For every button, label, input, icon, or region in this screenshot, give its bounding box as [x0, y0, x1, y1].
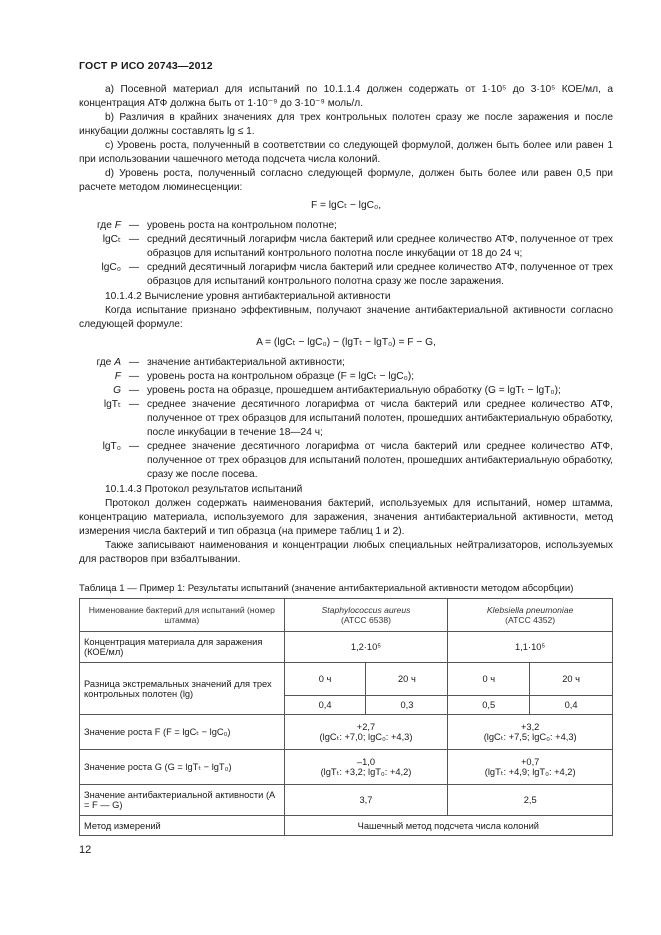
table-row — [80, 750, 613, 785]
difference-label: Разница экстремальных значений для трех контрольных полотен (lg) — [80, 663, 285, 715]
definition-symbol — [79, 219, 121, 233]
definitions-1 — [79, 219, 613, 289]
growth-F-2 — [448, 715, 613, 750]
where-label: где — [96, 357, 112, 368]
table-row — [80, 632, 613, 663]
paragraph-b: b) Различия в крайних значениях для трех контрольных полотен сразу же после заражения и после инкубации должны составлять lg ≤ 1. — [79, 112, 613, 137]
page-number: 12 — [79, 844, 92, 856]
activity-2: 2,5 — [448, 785, 613, 816]
growth-F-2-detail: (lgCₜ: +7,5; lgC₀: +4,3) — [483, 731, 577, 742]
symbol-G: G — [113, 385, 121, 396]
paragraph-also: Также записывают наименования и концентрации любых специальных нейтрализаторов, используемых для растворов при взбалтывании. — [79, 540, 613, 565]
bacterium-2-name: Klebsiella pneumoniae — [486, 605, 574, 615]
definition-text: уровень роста на контрольном образце (F = lgCₜ − lgC₀); — [147, 371, 415, 382]
bacterium-2-strain: (ATCC 4352) — [505, 615, 556, 625]
growth-G-label: Значение роста G (G = lgTₜ − lgT₀) — [80, 750, 285, 785]
definition-text: средний десятичный логарифм числа бактерий или среднее количество АТФ, полученное от трех образцов для испытаний контрольного полотна сразу же после заражения. — [147, 262, 613, 287]
growth-F-2-value: +3,2 — [520, 721, 540, 732]
table-row — [80, 599, 613, 632]
dash: — — [128, 357, 140, 368]
concentration-1: 1,2·10⁵ — [284, 632, 448, 663]
section-10-1-4-3: 10.1.4.3 Протокол результатов испытаний — [105, 484, 303, 495]
symbol-F: F — [114, 371, 121, 382]
difference-value: 0,4 — [530, 696, 613, 715]
growth-G-2 — [448, 750, 613, 785]
paragraph-effective: Когда испытание признано эффективным, получают значение антибактериальной активности согласно следующей формуле: — [79, 305, 613, 330]
paragraph-c: с) Уровень роста, полученный в соответствии со следующей формулой, должен быть более или равен 1 при использовании чашечного метода подсчета числа колоний. — [79, 140, 613, 165]
growth-G-2-value: +0,7 — [520, 756, 540, 767]
document-body — [79, 83, 613, 567]
definition-text: уровень роста на контрольном полотне; — [147, 220, 337, 231]
concentration-2: 1,1·10⁵ — [448, 632, 613, 663]
table-row — [80, 715, 613, 750]
header-bacterium-1 — [284, 599, 448, 632]
definition-text: значение антибактериальной активности; — [147, 357, 345, 368]
paragraph-protocol: Протокол должен содержать наименования бактерий, используемых для испытаний, номер штамма, концентрацию материала, используемого для заражения, значения антибактериальной активности, метод измерения числа бактерий и тип образца (на примере таблиц 1 и 2). — [79, 498, 613, 537]
concentration-label: Концентрация материала для заражения (КОЕ/мл) — [80, 632, 285, 663]
formula-growth: F = lgCₜ − lgC₀, — [310, 200, 382, 211]
dash: — — [128, 220, 140, 231]
dash: — — [128, 234, 140, 245]
method-value: Чашечный метод подсчета числа колоний — [284, 816, 612, 836]
difference-value: 0,5 — [448, 696, 530, 715]
definition-row — [79, 219, 613, 233]
growth-G-2-detail: (lgTₜ: +4,9; lgT₀: +4,2) — [484, 766, 576, 777]
definition-row — [79, 233, 613, 261]
growth-F-1 — [284, 715, 448, 750]
growth-G-1-value: –1,0 — [356, 756, 376, 767]
definition-row — [79, 370, 613, 384]
growth-G-1-detail: (lgTₜ: +3,2; lgT₀: +4,2) — [320, 766, 412, 777]
dash: — — [128, 399, 140, 410]
dash: — — [128, 262, 140, 273]
bacterium-1-name: Staphylococcus aureus — [321, 605, 411, 615]
header-bacteria-label: Нименование бактерий для испытаний (номер штамма) — [80, 599, 285, 632]
dash: — — [128, 385, 140, 396]
definition-symbol: lgC₀ — [101, 262, 121, 273]
activity-1: 3,7 — [284, 785, 448, 816]
header-bacterium-2 — [448, 599, 613, 632]
table-caption: Таблица 1 — Пример 1: Результаты испытаний (значение антибактериальной активности методом абсорбции) — [79, 583, 574, 594]
time-20h: 20 ч — [366, 663, 448, 696]
growth-F-1-detail: (lgCₜ: +7,0; lgC₀: +4,3) — [319, 731, 413, 742]
definition-symbol: lgCₜ — [102, 234, 121, 245]
growth-F-label: Значение роста F (F = lgCₜ − lgC₀) — [80, 715, 285, 750]
definition-text: уровень роста на образце, прошедшем антибактериальную обработку (G = lgTₜ − lgT₀); — [147, 385, 561, 396]
definition-symbol — [79, 384, 121, 398]
table-row — [80, 816, 613, 836]
time-0h: 0 ч — [448, 663, 530, 696]
definition-text: средний десятичный логарифм числа бактерий или среднее количество АТФ, полученное от трех образцов для испытаний контрольного полотна после инкубации от 18 до 24 ч; — [147, 234, 613, 259]
symbol-A: A — [114, 357, 121, 368]
growth-G-1 — [284, 750, 448, 785]
formula-activity: A = (lgCₜ − lgC₀) − (lgTₜ − lgT₀) = F − G, — [256, 337, 436, 348]
definition-text: среднее значение десятичного логарифма от числа бактерий или среднее количество АТФ, полученное от трех образцов для испытаний полотен, прошедших антибактериальную обработку, после инкубации в течение 18—24 ч; — [147, 399, 613, 438]
difference-value: 0,3 — [366, 696, 448, 715]
time-20h: 20 ч — [530, 663, 613, 696]
definition-row — [79, 398, 613, 440]
definition-symbol: lgTₜ — [103, 399, 121, 410]
definition-row — [79, 384, 613, 398]
paragraph-d: d) Уровень роста, полученный согласно следующей формуле, должен быть более или равен 0,5 при расчете методом люминесценции: — [79, 168, 613, 193]
growth-F-1-value: +2,7 — [356, 721, 376, 732]
definition-row — [79, 440, 613, 482]
difference-value: 0,4 — [284, 696, 366, 715]
definition-row — [79, 261, 613, 289]
section-10-1-4-2: 10.1.4.2 Вычисление уровня антибактериальной активности — [105, 291, 391, 302]
time-0h: 0 ч — [284, 663, 366, 696]
where-label: где — [97, 220, 112, 231]
standard-header: ГОСТ Р ИСО 20743—2012 — [79, 60, 213, 72]
dash: — — [128, 441, 140, 452]
definition-symbol — [79, 356, 121, 370]
symbol-F: F — [114, 220, 121, 231]
definition-symbol: lgT₀ — [102, 441, 121, 452]
definitions-2 — [79, 356, 613, 482]
table-row — [80, 785, 613, 816]
bacterium-1-strain: (ATCC 6538) — [340, 615, 391, 625]
definition-row — [79, 356, 613, 370]
definition-text: среднее значение десятичного логарифма от числа бактерий или среднее количество АТФ, полученное от трех образцов для испытаний полотен, прошедших антибактериальную обработку, сразу же после посева. — [147, 441, 613, 480]
activity-label: Значение антибактериальной активности (A = F — G) — [80, 785, 285, 816]
method-label: Метод измерений — [80, 816, 285, 836]
dash: — — [128, 371, 140, 382]
paragraph-a: а) Посевной материал для испытаний по 10.1.1.4 должен содержать от 1·10⁵ до 3·10⁵ КОЕ/мл, а концентрация АТФ должна быть от 1·10⁻⁹ до 3·10⁻⁹ моль/л. — [79, 84, 613, 109]
definition-symbol — [79, 370, 121, 384]
results-table — [79, 598, 613, 836]
table-row — [80, 663, 613, 696]
